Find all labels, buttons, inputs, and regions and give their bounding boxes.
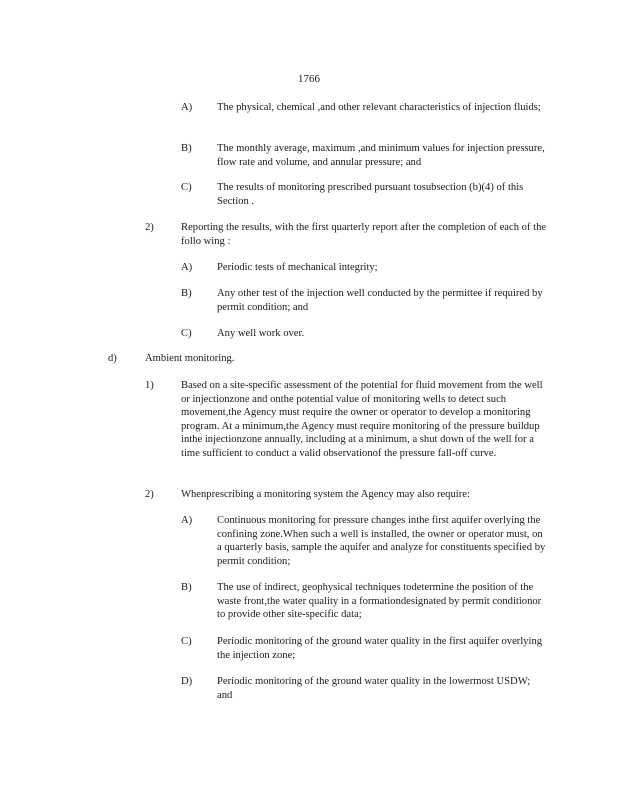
page-number: 1766	[298, 73, 320, 85]
item-text: Any well work over.	[217, 328, 305, 339]
item-label: A)	[181, 262, 193, 273]
item-label: B)	[181, 582, 192, 593]
item-text: The monthly average, maximum ,and minimum values for injection pressure, flow rate and volume, and annular pressure; and	[217, 143, 545, 168]
item-text: Reporting the results, with the first quarterly report after the completion of each of the follo wing :	[181, 222, 547, 247]
item-label: C)	[181, 182, 192, 193]
item-text: The results of monitoring prescribed pursuant tosubsection (b)(4) of this Section .	[217, 182, 524, 207]
item-label: A)	[181, 102, 193, 113]
item-label: A)	[181, 515, 193, 526]
item-text: Ambient monitoring.	[145, 353, 235, 364]
item-label: C)	[181, 636, 192, 647]
item-text: Based on a site-specific assessment of the potential for fluid movement from the well or injectionzone and onthe potential value of monitoring wells to detect such movement,the Agency must require the owner or operator to develop a monitoring program. At a minimum,the Agency must require monitoring of the pressure buildup inthe injectionzone annually, including at a minimum, a shut down of the well for a time sufficient to conduct a valid observationof the pressure fall-off curve.	[181, 380, 543, 459]
item-label: D)	[181, 676, 193, 687]
item-text: Whenprescribing a monitoring system the Agency may also require:	[181, 489, 470, 500]
item-label: d)	[108, 353, 117, 364]
item-label: 1)	[145, 380, 154, 391]
item-text: Periodic monitoring of the ground water quality in the first aquifer overlying the injection zone;	[217, 636, 543, 661]
item-label: 2)	[145, 489, 154, 500]
item-label: B)	[181, 143, 192, 154]
item-text: The use of indirect, geophysical techniques todetermine the position of the waste front,the water quality in a formationdesignated by permit conditionor to provide other site-specific data;	[217, 582, 542, 620]
item-label: 2)	[145, 222, 154, 233]
item-text: Periodic tests of mechanical integrity;	[217, 262, 378, 273]
item-label: B)	[181, 288, 192, 299]
item-text: Any other test of the injection well conducted by the permittee if required by permit condition; and	[217, 288, 543, 313]
item-label: C)	[181, 328, 192, 339]
item-text: The physical, chemical ,and other relevant characteristics of injection fluids;	[217, 102, 541, 113]
item-text: Continuous monitoring for pressure changes inthe first aquifer overlying the confining zone.When such a well is installed, the owner or operator must, on a quarterly basis, sample the aquifer and analyze for constituents specified by permit condition;	[217, 515, 546, 567]
item-text: Periodic monitoring of the ground water quality in the lowermost USDW; and	[217, 676, 531, 701]
